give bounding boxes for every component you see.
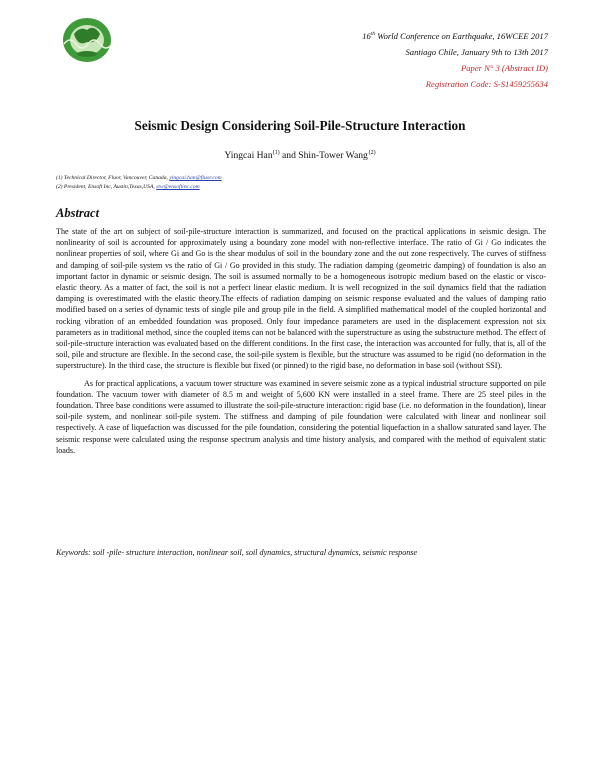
- globe-icon: [56, 14, 118, 66]
- author-line: Yingcai Han$^{(1)}$ and Shin-Tower Wang $^{(2)}$: [224, 150, 376, 162]
- conference-location: Santiago Chile, January 9th to 13th 2017: [405, 46, 548, 57]
- affiliation-2: (2) President, Ensoft Inc, Austin,Texas,USA, stw@ensoftinc.com: [56, 184, 200, 190]
- email-link-1[interactable]: yingcai.han@fluor.com: [169, 175, 222, 181]
- conference-info: [362, 26, 548, 92]
- abstract-paragraph-2: As for practical applications, a vacuum tower structure was examined in severe seismic zone as a typical industrial structure supported on pile foundation. The vacuum tower with diameter of 8.5 m and weight of 5,600 KN were installed in a steel frame. There are 25 steel piles in the foundation. Three base conditions were assumed to illustrate the soil-pile-structure interaction: rigid base (i.e. no deformation in the foundation), linear soil-pile system, and nonlinear soil-pile system. The stiffness and damping of pile foundation were calculated with linear and nonlinear soil respectively. A case of liquefaction was discussed for the pile foundation, considering the potential liquefaction in a shallow saturated sand layer. The seismic response were calculated using the response spectrum analysis and time history analysis, and compared with the method of equivalent static loads.: [56, 378, 546, 455]
- abstract-paragraph-1: The state of the art on subject of soil-pile-structure interaction is summarized, and focused on the practical applications in seismic design. The nonlinearity of soil is accounted for approximately using a boundary zone model with non-reflective interface. The ratio of Gi / Go indicates the nonlinear properties of soil, where Gi and Go is the shear modulus of soil in the boundary zone and the out zone respectively. The curves of stiffness and damping of soil-pile system vs the ratio of Gi / Go provided in this study. The radiation damping (geometric damping) of foundation is also an important factor in dynamic or seismic design. The soil is assumed normally to be a homogeneous isotropic medium based on the elastic or visco-elastic theory. As a matter of fact, the soil is not a perfect linear elastic medium. It is well recognized in the soil dynamics field that the radiation damping is overestimated with the elastic theory.The effects of radiation damping on seismic response evaluated and the values of damping ratio modified based on a series of dynamic tests of single pile and group pile in the field. A simplified mathematical model of the coupled horizontal and rocking vibration of an embedded foundation was proposed. Only four impedance parameters are used in the displacement expression not six parameters as in traditional method, since the coupled items can not be balanced with the superstructure as using the substructure method. The effect of soil-pile-structure interaction was evaluated based on the different conditions. In the first case, the interaction was accounted for fully, that is, all of the soil, pile and structure are flexible. In the second case, the soil-pile system is flexible, but the structure was assumed to be rigid (no deformation in the superstructure). In the third case, the structure is flexible but fixed (or pinned) to the rigid base, no deformation in base soil (without SSI).: [56, 227, 546, 371]
- paper-number: Paper N° 3 (Abstract ID): [461, 62, 548, 73]
- author-2: and Shin-Tower Wang: [279, 150, 368, 162]
- author-1: Yingcai Han: [224, 150, 273, 162]
- abstract-body: [56, 226, 546, 462]
- email-link-2[interactable]: stw@ensoftinc.com: [156, 184, 200, 190]
- affiliations: [56, 174, 222, 192]
- keywords: Keywords: soil -pile- structure interaction, nonlinear soil, soil dynamics, structural dynamics, seismic response: [56, 548, 418, 557]
- conference-name: 16th World Conference on Earthquake, 16WCEE 2017: [362, 30, 548, 41]
- wcee-logo: [56, 14, 118, 66]
- affiliation-1: (1) Technical Director, Fluor, Vancouver, Canada, yingcai.han@fluor.com: [56, 175, 222, 181]
- registration-code: Registration Code: S-S1459255634: [425, 78, 548, 89]
- abstract-heading: Abstract: [56, 206, 100, 220]
- paper-title: Seismic Design Considering Soil-Pile-Structure Interaction: [134, 118, 466, 133]
